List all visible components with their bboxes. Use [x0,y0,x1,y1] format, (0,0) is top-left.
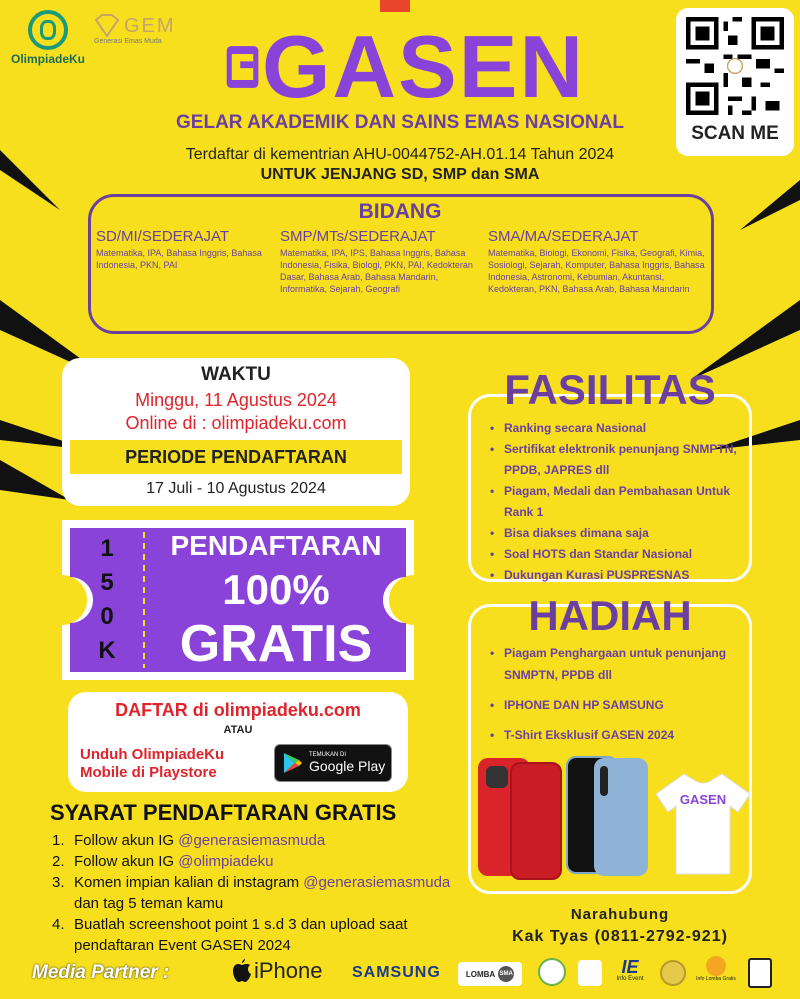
syarat-item: 1. Follow akun IG @generasiemasmuda [52,832,326,849]
period-heading: PERIODE PENDAFTARAN [125,446,347,467]
syarat-item: 3. Komen impian kalian di instagram @generasiemasmuda dan tag 5 teman kamu [52,874,451,912]
hadiah-list [490,642,740,746]
waktu-card [62,358,410,506]
level-info: UNTUK JENJANG SD, SMP dan SMA [260,166,540,183]
fasilitas-list [490,418,748,586]
bidang-heading: BIDANG [358,200,442,223]
google-play-icon [283,752,303,774]
qr-card [676,8,794,156]
partner-logo-badge [578,960,602,986]
samsung-phone-image [566,756,650,876]
gasen-title [225,18,585,116]
google-play-button[interactable] [274,744,392,782]
syarat-item: 4. Buatlah screenshoot point 1 s.d 3 dan upload saat pendaftaran Event GASEN 2024 [52,916,408,954]
ticket-line2: 100% [222,566,330,613]
ig-handle-link[interactable]: @generasiemasmuda [303,874,451,891]
tshirt-shape [654,770,752,878]
partner-logo-seal [660,960,686,986]
ticket-line3: GRATIS [179,615,373,673]
fasilitas-item: • Ranking secara Nasional [490,418,748,439]
bidang-col-sd-text: Matematika, IPA, Bahasa Inggris, Bahasa Indonesia, PKN, PAI [96,248,262,270]
samsung-logo: SAMSUNG [352,964,441,981]
syarat-item: 2. Follow akun IG @olimpiadeku [52,853,274,870]
waktu-online: Online di : olimpiadeku.com [125,413,347,433]
iphone-red-image [478,758,564,878]
hadiah-heading: HADIAH [528,592,692,639]
qr-label: SCAN ME [691,123,779,144]
diamond-icon [94,14,120,38]
syarat-heading: SYARAT PENDAFTARAN GRATIS [50,800,397,825]
partner-logo-h [748,958,772,988]
info-event-logo-sub: Info Event [616,976,644,982]
tshirt-text: GASEN [679,792,727,807]
fasilitas-item: • Sertifikat elektronik penunjang SNMPTN, PPDB, JAPRES dll [490,439,748,481]
fasilitas-item: • Bisa diakses dimana saja [490,523,748,544]
fasilitas-heading: FASILITAS [504,366,716,413]
info-lomba-logo [696,956,736,982]
qr-code [686,16,784,116]
bidang-col-sma [488,228,708,295]
gem-logo-sub: Generasi Emas Muda [94,38,162,45]
hadiah-item: • T-Shirt Eksklusif GASEN 2024 [490,724,740,746]
ticket-side-1: 1 [100,535,114,562]
gp-small: TEMUKAN DI [309,752,347,758]
gp-big: Google Play [309,758,386,774]
fasilitas-item: • Soal HOTS dan Standar Nasional [490,544,748,565]
hadiah-item: • Piagam Penghargaan untuk penunjang SNMPTN, PPDB dll [490,642,740,686]
daftar-card [68,692,408,792]
ticket-side-2: 5 [100,569,114,596]
bidang-col-smp-title: SMP/MTs/SEDERAJAT [280,228,436,245]
olimpiadeku-logo [6,10,90,66]
ticket-side-3: 0 [100,603,114,630]
bidang-col-sma-text: Matematika, Biologi, Ekonomi, Fisika, Geografi, Kimia, Sosiologi, Sejarah, Komputer, Bahasa Inggris, Bahasa Indonesia, Astronomi, Kebumian, Akuntansi, Kedokteran, PKN, Bahasa Arab, Bahasa Mandarin [488,248,705,294]
ticket-side-text [82,532,132,668]
registration-info: Terdaftar di kementrian AHU-0044752-AH.01.14 Tahun 2024 [185,146,615,163]
waktu-date: Minggu, 11 Agustus 2024 [135,390,337,410]
syarat-list [52,830,462,956]
fasilitas-item: • Piagam, Medali dan Pembahasan Untuk Rank 1 [490,481,748,523]
gasen-book-icon [225,24,260,110]
bidang-col-sd [96,228,286,271]
unduh-line1: Unduh OlimpiadeKu [80,746,225,763]
bidang-col-smp-text: Matematika, IPA, IPS, Bahasa Inggris, Bahasa Indonesia, Fisika, Biologi, PKN, PAI, Kedokteran Dasar, Bahasa Arab, Bahasa Mandarin, Informatika, Sejarah, Geografi [280,248,473,294]
iphone-logo-text: iPhone [254,958,323,983]
ig-handle-link[interactable]: @olimpiadeku [178,853,274,870]
subtitle: GELAR AKADEMIK DAN SAINS EMAS NASIONAL [176,112,624,133]
olimpiadeku-logo-text: OlimpiadeKu [10,52,85,66]
info-event-logo [612,958,648,982]
lomba-sma-logo: LOMBA SMA [458,962,522,986]
period-bar [70,440,402,474]
info-event-logo-text: IE [621,957,639,977]
ticket-side-4: K [98,637,116,664]
waktu-heading: WAKTU [201,364,271,385]
contact-label: Narahubung [570,906,670,923]
gem-logo [94,14,184,45]
bidang-col-smp [280,228,480,295]
period-dates: 17 Juli - 10 Agustus 2024 [146,480,326,497]
media-partner-label: Media Partner : [32,962,170,983]
daftar-atau: ATAU [223,724,253,736]
info-lomba-logo-text: Info Lomba Gratis [696,976,736,982]
unduh-line2: Mobile di Playstore [80,764,217,781]
ticket-line1: PENDAFTARAN [170,530,382,561]
iphone-logo [232,958,323,984]
bidang-col-sd-title: SD/MI/SEDERAJAT [96,228,230,245]
daftar-line: DAFTAR di olimpiadeku.com [115,700,361,720]
apple-icon [232,959,252,983]
tshirt-image [654,770,752,878]
contact-name: Kak Tyas (0811-2792-921) [512,928,728,945]
hadiah-item: • IPHONE DAN HP SAMSUNG [490,694,740,716]
fasilitas-item: • Dukungan Kurasi PUSPRESNAS [490,565,748,586]
gem-logo-text: GEM [124,14,176,37]
gasen-title-text: GASEN [262,17,585,116]
ig-handle-link[interactable]: @generasiemasmuda [178,832,326,849]
bidang-col-sma-title: SMA/MA/SEDERAJAT [488,228,639,245]
partner-logo-round [538,958,566,986]
